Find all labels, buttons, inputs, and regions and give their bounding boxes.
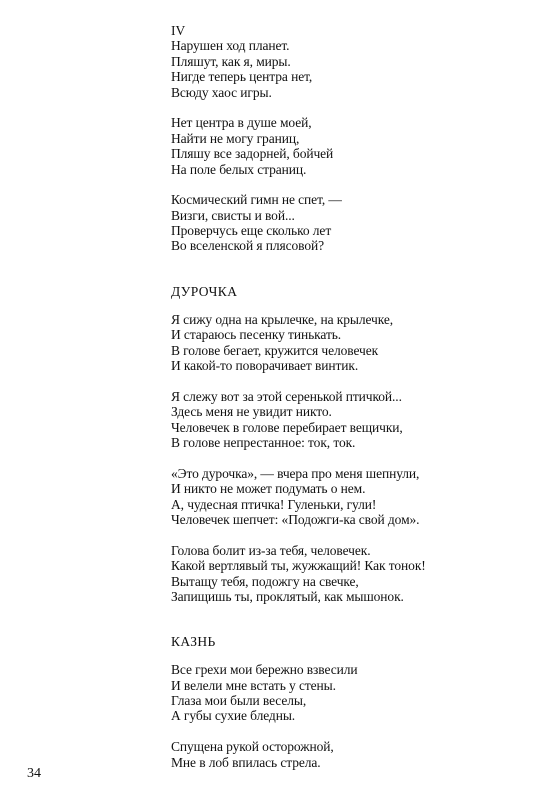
verse-line: Я сижу одна на крылечке, на крылечке, (171, 311, 394, 327)
stanza (171, 38, 541, 100)
verse-line: Пляшу все задорней, бойчей (171, 146, 334, 162)
verse-line: А губы сухие бледны. (171, 708, 296, 724)
verse-line: На поле белых страниц. (171, 161, 307, 177)
stanza (171, 389, 541, 451)
poem-kazn (171, 662, 541, 770)
verse-line: Все грехи мои бережно взвесили (171, 662, 358, 678)
verse-line: И велели мне встать у стены. (171, 677, 336, 693)
verse-line: Я слежу вот за этой серенькой птичкой... (171, 388, 402, 404)
verse-line: Здесь меня не увидит никто. (171, 404, 332, 420)
verse-line: Во вселенской я плясовой? (171, 238, 324, 254)
poem-durochka (171, 312, 541, 604)
verse-line: Вытащу тебя, подожгу на свечке, (171, 573, 359, 589)
verse-line: В голове непрестанное: ток, ток. (171, 434, 356, 450)
page-number: 34 (27, 766, 41, 781)
poem-iv (171, 23, 541, 254)
poem-title: КАЗНЬ (171, 634, 216, 650)
verse-line: Космический гимн не спет, — (171, 192, 342, 208)
verse-line: Проверчусь еще сколько лет (171, 223, 332, 239)
poem-title: ДУРОЧКА (171, 283, 238, 299)
stanza (171, 739, 541, 770)
verse-line: Человечек шепчет: «Подожги-ка свой дом». (171, 511, 420, 527)
verse-line: Глаза мои были веселы, (171, 693, 307, 709)
verse-line: Голова болит из-за тебя, человечек. (171, 542, 371, 558)
verse-line: Запищишь ты, проклятый, как мышонок. (171, 588, 404, 604)
stanza (171, 543, 541, 605)
verse-line: А, чудесная птичка! Гуленьки, гули! (171, 496, 377, 512)
verse-line: И никто не может подумать о нем. (171, 481, 366, 497)
verse-line: И какой-то поворачивает винтик. (171, 358, 359, 374)
stanza (171, 192, 541, 254)
stanza (171, 662, 541, 724)
verse-line: Всюду хаос игры. (171, 84, 272, 100)
verse-line: Мне в лоб впилась стрела. (171, 754, 321, 770)
poem-column (171, 23, 541, 770)
stanza (171, 312, 541, 374)
stanza (171, 466, 541, 528)
verse-line: Какой вертлявый ты, жужжащий! Как тонок! (171, 558, 426, 574)
verse-line: Пляшут, как я, миры. (171, 53, 291, 69)
verse-line: В голове бегает, кружится человечек (171, 342, 379, 358)
verse-line: Визги, свисты и вой... (171, 207, 295, 223)
verse-line: Нарушен ход планет. (171, 38, 290, 54)
verse-line: Человечек в голове перебирает вещички, (171, 419, 403, 435)
verse-line: И стараюсь песенку тинькать. (171, 327, 342, 343)
verse-line: «Это дурочка», — вчера про меня шепнули, (171, 465, 420, 481)
verse-line: Спущена рукой осторожной, (171, 739, 334, 755)
verse-line: Найти не могу границ, (171, 130, 300, 146)
verse-line: Нигде теперь центра нет, (171, 69, 313, 85)
verse-line: Нет центра в душе моей, (171, 115, 312, 131)
stanza (171, 115, 541, 177)
section-numeral: IV (171, 23, 186, 38)
